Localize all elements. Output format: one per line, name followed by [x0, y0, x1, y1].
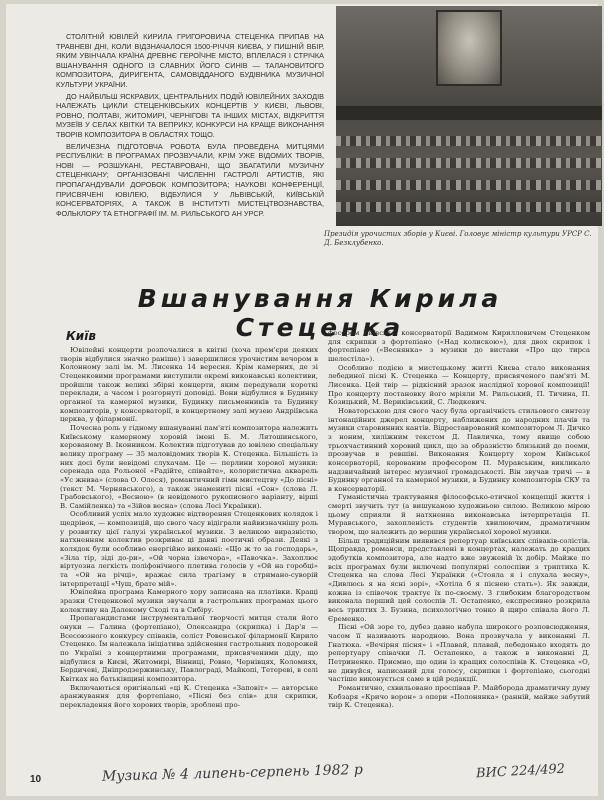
- right-column: [328, 329, 590, 710]
- body-paragraph: Почесна роль у гідному вшануванні пам'яті композитора належить Київському камерному хоровій імені Б. М. Лятошинського, керованому В. Іконником. Колектив підготував до ювілею спеціальну велику програму — 35 маловідомих творів К. Стеценка. Більшість із них досі були невідомі слухачам. Це — перлини хорової музики: серенада ода Рольоної «Радійте, співайте», колористична акварель «Ус жнива» (слова О. Олеся), романтичний гімн мистецтву «До пісні» (текст М. Чернявського), а також знамениті пісні «Сон» (слова Л. Грабовського), «Весною» (в невідомого рукописного варіанту, вірші В. Самійленка) та «Зійов весна» (слова Лесі Українки).: [60, 423, 318, 510]
- body-paragraph: Ювілейна програма Камерного хору записана на платівки. Кращі зразки Стеценкової музики звучали в гастрольних програмах цього колективу на Далекому Сході та в Сибіру.: [60, 588, 318, 614]
- body-paragraph: фесором Київської консерваторії Вадимом Кирилловичем Стеценком для скрипки з фортепіано («Над колискою»), для двох скрипок і фортепіано («Веснянка» з музики до вистави «Про що тирса шелестіла»).: [328, 329, 590, 363]
- audience-row: [336, 136, 602, 146]
- intro-block: [56, 32, 324, 220]
- body-paragraph: Пісні «Ой зоре то, дубез давно набула широкого розповсюдження, часом її називають народною. Вона прозвучала у виконанні Л. Гнатюка. «Вечірня пісня» і «Плавай, плавай, лебедонько входять до репертуару співачки Л. Остапенко, а також в виконанні Д. Петриненко. Приємно, що один із кращих солоспівів К. Стеценка «О, не дивуйся, написаний для голосу, скрипки і фортепіано, сьогодні частіше виконується саме в цій редакції.: [328, 623, 590, 684]
- left-column: [60, 346, 318, 710]
- ceremony-photo: [336, 6, 602, 226]
- body-paragraph: Особливо подією в мистецькому житті Києва стало виконання лебединої пісні К. Стеценка — Концерту, присвяченого пам'яті М. Лисенка. Цей твір — рідкісний зразок наслідної хорової композиції! Про концерту постановку його мріяли М. Рильський, П. Тичина, П. Козицький, М. Вериківський, С. Людкевич.: [328, 363, 590, 407]
- intro-paragraph: ДО НАЙБІЛЬШ ЯСКРАВИХ, ЦЕНТРАЛЬНИХ ПОДІЙ ЮВІЛЕЙНИХ ЗАХОДІВ НАЛЕЖАТЬ ЦИКЛИ СТЕЦЕНКІВСЬКИХ КОНЦЕРТІВ У КИЄВІ, ЛЬВОВІ, РОВНО, ПОЛТАВІ, ЖИТОМИРІ, ЧЕРНІГОВІ ТА ІНШИХ МІСТАХ, ВІДКРИТТЯ МУЗЕЇВ У СЕЛАХ КВІТКИ ТА ВЕПРИКУ, КОНКУРСИ НА КРАЩЕ ВИКОНАННЯ ТВОРІВ КОМПОЗИТОРА В ОБЛАСТЯХ ТОЩО.: [56, 91, 324, 139]
- body-paragraph: Включаються оригінальні «ці К. Стеценка «Заповіт» — авторське аранжування для фортепіано, «Пісні без слів» для скрипки, перекладення його хорових творів, зроблені про-: [60, 683, 318, 709]
- archive-mark: ВИС 224/492: [475, 761, 566, 782]
- audience-row: [336, 180, 602, 190]
- photo-caption: Президія урочистих зборів у Києві. Головує міністр культури УРСР С. Д. Безклубенко.: [324, 230, 592, 247]
- intro-paragraph: СТОЛІТНІЙ ЮВІЛЕЙ КИРИЛА ГРИГОРОВИЧА СТЕЦЕНКА ПРИПАВ НА ТРАВНЕВІ ДНІ, КОЛИ ВІДЗНАЧАЛОСЯ 1500-РІЧЧЯ КИЄВА, У ПИШНІЙ ВБІР, ЯКИМ УВІНЧАЛА КРАЇНА ДРЕВНЄ ГЕРОЇЧНЕ МІСТО, ВПЛЕЛАСЯ І СТРІЧКА ВШАНУВАННЯ ОДНОГО ІЗ СЛАВНИХ ЙОГО СИНІВ — ТАЛАНОВИТОГО КОМПОЗИТОРА, ДИРИГЕНТА, САМОВІДДАНОГО БУДІВНИКА МУЗИЧНОЇ КУЛЬТУРИ УКРАЇНИ.: [56, 32, 324, 89]
- presidium-table: [336, 106, 602, 120]
- body-paragraph: Романтично, схвильовано проспівав Р. Майборода драматичну думу Кобзаря «Кричо ворон» з опери «Полонянка» (ранній, майже забутий твір К. Стеценка).: [328, 683, 590, 710]
- body-paragraph: Пропагандистами інструментальної творчості митця стали його онуки — Галина (фортепіано), Олександра (скрипка) і Дар'я — Всесоюзного конкурсу співаків, соліст Ровенської філармонії Кирило Стеценко. Їм належала ініціатива здійснення гастрольних подорожей по Україні з концертними програмами, присвяченими діду, що відбулися в Києві, Житомирі, Вінниці, Ровно, Чернівцях, Коломиях, Бердичеві, Дніпродзержинську, Павлограді, Майкопі, Тетереві, в селі Квітках на батьківщині композитора.: [60, 614, 318, 683]
- article-subhead: Київ: [66, 329, 96, 343]
- body-paragraph: Особливий успіх мало художнє відтворення Стеценкових колядок і щедрівок, — композицій, що свого часу відіграли найвизначнішу роль у розвитку цієї галузі української музики. З великою виразністю, натхненням колектив розкриває ці давні поетичні образи. Деякі з колядок були особливо енергійно виконані: «Що ж то за господарь», «Зіла тір, зіді до-ри», «Ой чорна ізвечора», «Павочка». Захоплює віртуозна легкість поліфонічного плетива голосів у «Ой на горобці» та «Ой на річці», вражає сила трагізму в стримано-суворій інтерпретації «Чуш, брате мій».: [60, 510, 318, 588]
- body-paragraph: Ювілейні концерти розпочалися в квітні (хоча прем'єри деяких творів відбулися значно раніше) і завершилися урочистим вечором в Колонному залі ім. М. Лисенка 14 вересня. Крім камерних, де зі Стеценковими програмами виступили окремі виконавські колективи, пройшли також великі збірні концерти, яким передували короткі переклади, а часом і розгорнуті доповіді. Вони відбулися в Будинку органної та камерної музики, Будинку письменників та Будинку композиторів, у консерваторії, в концертному залі музею Андріївська церква, у філармонії.: [60, 346, 318, 424]
- body-paragraph: Більш традиційним виявився репертуар київських співаків-солістів. Щоправда, романси, представлені в концертах, належать до кращих здобутків композитора, але надто вже звуженій їх добір. Майже по всіх програмах були включені популярні солоспіви з триптиха К. Стеценка на слова Лесі Українки («Стояла я і слухала весну», «Дивлюсь я на ясні зорі», «Хотіла б я піснею стать»). Як завжди, кожна із співочок трактує їх по-своєму. З глибоким благородством виконала перший цей солоспів Л. Остапенко, експресивно розкрила весь триптих З. Бузина, психологічно тонко й щиро співала його Л. Єременко.: [328, 536, 590, 623]
- page-number: 10: [30, 774, 42, 785]
- composer-portrait: [436, 10, 502, 86]
- article-headline: Вшанування Кирила Стеценка: [137, 284, 503, 342]
- handwritten-source-note: Музика № 4 липень-серпень 1982 р: [101, 761, 364, 785]
- audience-row: [336, 158, 602, 168]
- magazine-page: [6, 4, 598, 796]
- body-paragraph: Гуманістична трактування філософсько-етичної концепції життя і смерті звучить тут (а вишуканою художньою силою. Великою мірою цьому сприяли й натхненна виконавська інтерпретація П. Муравського, захопленість студентів хвилюючим, драматичним твором, що належить до вершин української хорової музики.: [328, 493, 590, 537]
- intro-paragraph: ВЕЛИЧЕЗНА ПІДГОТОВЧА РОБОТА БУЛА ПРОВЕДЕНА МИТЦЯМИ РЕСПУБЛІКИ: В ПРОГРАМАХ ПРОЗВУЧАЛИ, КРІМ УЖЕ ВІДОМИХ ТВОРІВ, НОВІ — РОЗШУКАНІ, РЕСТАВРОВАНІ, ЩО ЗБАГАТИЛИ МУЗИЧНУ СТЕЦЕНКІАНУ; ОРГАНІЗОВАНІ ЧИСЛЕННІ ГАСТРОЛІ АРТИСТІВ, ЯКІ ПРОПАГАНДУВАЛИ ДОРОБОК КОМПОЗИТОРА; НАУКОВІ КОНФЕРЕНЦІЇ, ПРИСВЯЧЕНІ ЮВІЛЕЮ, ВІДБУЛИСЯ У ЛЬВІВСЬКІЙ, КИЇВСЬКІЙ КОНСЕРВАТОРІЯХ, А ТАКОЖ В ІНСТИТУТІ МИСТЕЦТВОЗНАВСТВА, ФОЛЬКЛОРУ ТА ЕТНОГРАФІЇ ІМ. М. РИЛЬСЬКОГО АН УРСР.: [56, 141, 324, 218]
- audience-row: [336, 202, 602, 212]
- body-paragraph: Новаторською для свого часу була органічність стильового синтезу інтонаційних джерел концерту, наближених до народних плачів та музики старовинних кантів. Відреставрований композитором Л. Дичко з ноним, хиліжним текстом Д. Павличка, тому явище собою трьохчастинний хоровий цикл, що за образністю близький до поеми, прозвучав в ревшіві. Виконання Концерту хором Київської консерваторії, керованим професором П. Муравським, викликало надзвичайний інтерес музичної громадськості. Він звучав тричі — в Будинку органної та камерної музики, в Будинку композиторів СКУ та в консерваторії.: [328, 406, 590, 493]
